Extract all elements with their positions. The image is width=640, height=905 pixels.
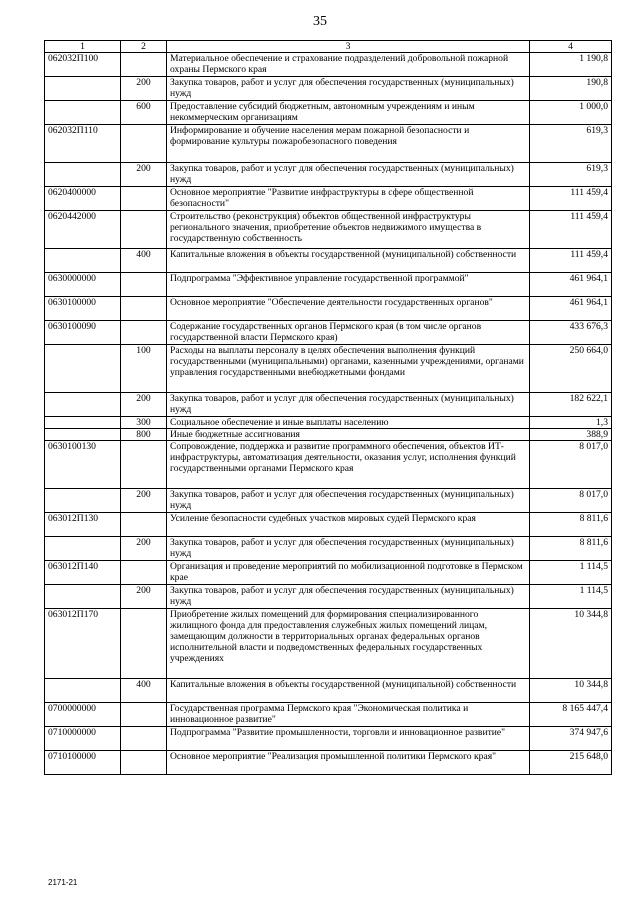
row-name: Содержание государственных органов Пермского края (в том числе органов государственной власти Пермского края) bbox=[167, 321, 530, 345]
row-amount: 111 459,4 bbox=[530, 211, 612, 249]
row-name: Материальное обеспечение и страхование подразделений добровольной пожарной охраны Пермского края bbox=[167, 53, 530, 77]
row-name: Основное мероприятие "Развитие инфраструктуры в сфере общественной безопасности" bbox=[167, 187, 530, 211]
row-amount: 190,8 bbox=[530, 77, 612, 101]
row-code bbox=[45, 77, 121, 101]
table-row bbox=[45, 585, 612, 609]
row-name: Строительство (реконструкция) объектов общественной инфраструктуры регионального значения, приобретение объектов недвижимого имущества в государственную собственность bbox=[167, 211, 530, 249]
column-header-code: 1 bbox=[45, 41, 121, 53]
table-row bbox=[45, 537, 612, 561]
row-code: 063012П130 bbox=[45, 513, 121, 537]
row-name: Капитальные вложения в объекты государственной (муниципальной) собственности bbox=[167, 679, 530, 703]
row-expense-type bbox=[121, 703, 167, 727]
row-amount: 1 114,5 bbox=[530, 561, 612, 585]
row-code: 0630100130 bbox=[45, 441, 121, 489]
row-expense-type: 200 bbox=[121, 393, 167, 417]
row-code: 062032П110 bbox=[45, 125, 121, 163]
row-code bbox=[45, 345, 121, 393]
row-code bbox=[45, 163, 121, 187]
row-name: Закупка товаров, работ и услуг для обеспечения государственных (муниципальных) нужд bbox=[167, 489, 530, 513]
table-row bbox=[45, 393, 612, 417]
row-amount: 111 459,4 bbox=[530, 249, 612, 273]
row-name: Информирование и обучение населения мерам пожарной безопасности и формирование культуры пожаробезопасного поведения bbox=[167, 125, 530, 163]
row-expense-type bbox=[121, 53, 167, 77]
row-code: 063012П140 bbox=[45, 561, 121, 585]
row-expense-type: 200 bbox=[121, 489, 167, 513]
table-row bbox=[45, 53, 612, 77]
row-code: 0710000000 bbox=[45, 727, 121, 751]
row-name: Предоставление субсидий бюджетным, автономным учреждениям и иным некоммерческим организациям bbox=[167, 101, 530, 125]
row-amount: 8 165 447,4 bbox=[530, 703, 612, 727]
table-row bbox=[45, 163, 612, 187]
row-name: Социальное обеспечение и иные выплаты населению bbox=[167, 417, 530, 429]
row-expense-type bbox=[121, 441, 167, 489]
row-name: Подпрограмма "Развитие промышленности, торговли и инновационное развитие" bbox=[167, 727, 530, 751]
row-name: Закупка товаров, работ и услуг для обеспечения государственных (муниципальных) нужд bbox=[167, 393, 530, 417]
table-row bbox=[45, 273, 612, 297]
row-amount: 10 344,8 bbox=[530, 609, 612, 679]
table-row bbox=[45, 77, 612, 101]
row-expense-type: 200 bbox=[121, 77, 167, 101]
row-name: Расходы на выплаты персоналу в целях обеспечения выполнения функций государственными (муниципальными) органами, казенными учреждениями, органами управления государственными внебюджетными фондами bbox=[167, 345, 530, 393]
table-row bbox=[45, 211, 612, 249]
row-code bbox=[45, 429, 121, 441]
row-amount: 374 947,6 bbox=[530, 727, 612, 751]
row-name: Основное мероприятие "Реализация промышленной политики Пермского края" bbox=[167, 751, 530, 775]
row-name: Капитальные вложения в объекты государственной (муниципальной) собственности bbox=[167, 249, 530, 273]
table-row bbox=[45, 345, 612, 393]
table-row bbox=[45, 703, 612, 727]
column-header-amount: 4 bbox=[530, 41, 612, 53]
table-row bbox=[45, 417, 612, 429]
row-amount: 461 964,1 bbox=[530, 273, 612, 297]
column-header-expense-type: 2 bbox=[121, 41, 167, 53]
row-expense-type bbox=[121, 211, 167, 249]
row-code: 0630000000 bbox=[45, 273, 121, 297]
row-code: 0620400000 bbox=[45, 187, 121, 211]
row-amount: 8 811,6 bbox=[530, 513, 612, 537]
row-expense-type: 400 bbox=[121, 249, 167, 273]
row-expense-type: 100 bbox=[121, 345, 167, 393]
table-row bbox=[45, 489, 612, 513]
table-row bbox=[45, 187, 612, 211]
row-code bbox=[45, 537, 121, 561]
row-amount: 111 459,4 bbox=[530, 187, 612, 211]
table-row bbox=[45, 727, 612, 751]
row-name: Закупка товаров, работ и услуг для обеспечения государственных (муниципальных) нужд bbox=[167, 77, 530, 101]
table-row bbox=[45, 321, 612, 345]
row-expense-type bbox=[121, 727, 167, 751]
footer-code: 2171-21 bbox=[48, 878, 78, 887]
row-amount: 1 190,8 bbox=[530, 53, 612, 77]
row-amount: 8 017,0 bbox=[530, 441, 612, 489]
row-expense-type bbox=[121, 513, 167, 537]
row-code bbox=[45, 417, 121, 429]
table-row bbox=[45, 609, 612, 679]
table-row bbox=[45, 561, 612, 585]
row-expense-type: 200 bbox=[121, 537, 167, 561]
row-amount: 215 648,0 bbox=[530, 751, 612, 775]
row-expense-type bbox=[121, 561, 167, 585]
row-expense-type bbox=[121, 609, 167, 679]
row-code: 0710100000 bbox=[45, 751, 121, 775]
table-body bbox=[45, 53, 612, 775]
row-expense-type: 200 bbox=[121, 585, 167, 609]
row-code bbox=[45, 679, 121, 703]
column-header-name: 3 bbox=[167, 41, 530, 53]
row-name: Закупка товаров, работ и услуг для обеспечения государственных (муниципальных) нужд bbox=[167, 537, 530, 561]
page-number: 35 bbox=[313, 14, 327, 29]
row-name: Иные бюджетные ассигнования bbox=[167, 429, 530, 441]
table-row bbox=[45, 125, 612, 163]
table-header-row bbox=[45, 41, 612, 53]
row-expense-type bbox=[121, 273, 167, 297]
row-name: Закупка товаров, работ и услуг для обеспечения государственных (муниципальных) нужд bbox=[167, 585, 530, 609]
row-name: Подпрограмма "Эффективное управление государственной программой" bbox=[167, 273, 530, 297]
row-amount: 388,9 bbox=[530, 429, 612, 441]
row-code bbox=[45, 585, 121, 609]
row-code bbox=[45, 489, 121, 513]
row-name: Организация и проведение мероприятий по мобилизационной подготовке в Пермском крае bbox=[167, 561, 530, 585]
row-expense-type: 400 bbox=[121, 679, 167, 703]
row-code: 062032П100 bbox=[45, 53, 121, 77]
row-expense-type bbox=[121, 187, 167, 211]
row-expense-type bbox=[121, 297, 167, 321]
row-code: 0620442000 bbox=[45, 211, 121, 249]
row-amount: 1 114,5 bbox=[530, 585, 612, 609]
row-amount: 250 664,0 bbox=[530, 345, 612, 393]
row-expense-type: 600 bbox=[121, 101, 167, 125]
row-name: Сопровождение, поддержка и развитие программного обеспечения, объектов ИТ-инфраструктуры, автоматизация деятельности, оказания услуг, исполнения функций государственными органами Пермского края bbox=[167, 441, 530, 489]
row-code: 063012П170 bbox=[45, 609, 121, 679]
row-code: 0630100000 bbox=[45, 297, 121, 321]
table-row bbox=[45, 249, 612, 273]
row-amount: 461 964,1 bbox=[530, 297, 612, 321]
row-amount: 10 344,8 bbox=[530, 679, 612, 703]
row-code: 0700000000 bbox=[45, 703, 121, 727]
table-row bbox=[45, 441, 612, 489]
row-name: Государственная программа Пермского края "Экономическая политика и инновационное развитие" bbox=[167, 703, 530, 727]
row-expense-type: 300 bbox=[121, 417, 167, 429]
row-amount: 8 017,0 bbox=[530, 489, 612, 513]
row-expense-type bbox=[121, 751, 167, 775]
row-amount: 1,3 bbox=[530, 417, 612, 429]
row-amount: 619,3 bbox=[530, 125, 612, 163]
table-row bbox=[45, 751, 612, 775]
row-code bbox=[45, 393, 121, 417]
row-name: Приобретение жилых помещений для формирования специализированного жилищного фонда для предоставления служебных жилых помещений лицам, замещающим должности в территориальных органах федеральных органов исполнительной власти и подведомственных федеральных государственных учреждениях bbox=[167, 609, 530, 679]
table-row bbox=[45, 513, 612, 537]
row-name: Основное мероприятие "Обеспечение деятельности государственных органов" bbox=[167, 297, 530, 321]
table-row bbox=[45, 679, 612, 703]
row-amount: 1 000,0 bbox=[530, 101, 612, 125]
row-name: Усиление безопасности судебных участков мировых судей Пермского края bbox=[167, 513, 530, 537]
row-code bbox=[45, 101, 121, 125]
row-expense-type: 200 bbox=[121, 163, 167, 187]
row-amount: 182 622,1 bbox=[530, 393, 612, 417]
table-row bbox=[45, 429, 612, 441]
row-amount: 8 811,6 bbox=[530, 537, 612, 561]
budget-table bbox=[44, 40, 612, 775]
table-row bbox=[45, 101, 612, 125]
table-row bbox=[45, 297, 612, 321]
row-expense-type: 800 bbox=[121, 429, 167, 441]
row-expense-type bbox=[121, 125, 167, 163]
row-name: Закупка товаров, работ и услуг для обеспечения государственных (муниципальных) нужд bbox=[167, 163, 530, 187]
row-amount: 433 676,3 bbox=[530, 321, 612, 345]
row-expense-type bbox=[121, 321, 167, 345]
row-code: 0630100090 bbox=[45, 321, 121, 345]
row-amount: 619,3 bbox=[530, 163, 612, 187]
row-code bbox=[45, 249, 121, 273]
